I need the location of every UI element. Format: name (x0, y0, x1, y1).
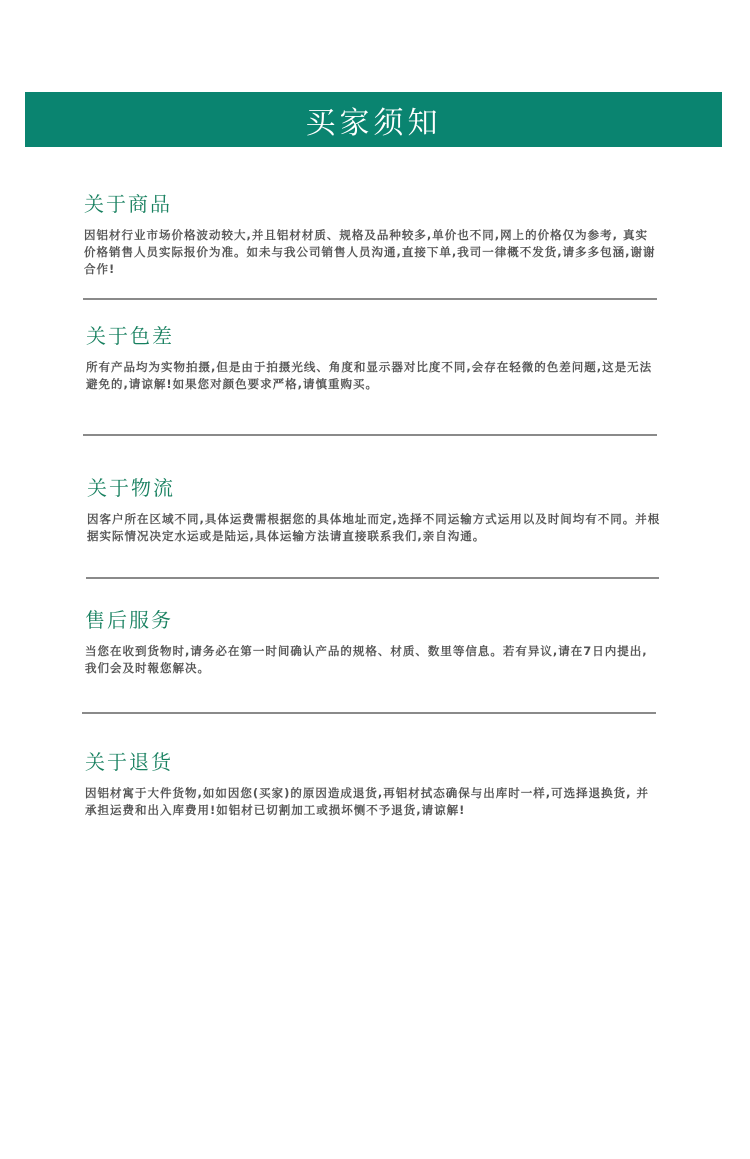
section-body: 因客户所在区域不同,具体运费需根据您的具体地址而定,选择不同运输方式运用以及时间均有不同。并根据实际情况决定水运或是陆运,具体运输方法请直接联系我们,亲自沟通。 (87, 512, 661, 543)
divider (83, 298, 657, 300)
section-body: 因铝材行业市场价格波动较大,并且铝材材质、规格及品种较多,单价也不同,网上的价格仅为参考, 真实价格销售人员实际报价为准。如未与我公司销售人员沟通,直接下单,我司一律概不发货,请多多包涵,谢谢合作! (84, 228, 656, 276)
section-body: 当您在收到货物时,请务必在第一时间确认产品的规格、材质、数里等信息。若有异议,请在7日内提出, 我们会及时報您解决。 (85, 644, 648, 675)
header-banner (25, 92, 722, 147)
divider (86, 577, 659, 579)
section-title: 关于物流 (87, 476, 175, 500)
page-title: 买家须知 (305, 105, 442, 141)
divider (83, 434, 657, 436)
section-title: 关于色差 (86, 324, 174, 348)
section-title: 关于退货 (85, 750, 173, 774)
section-body: 因铝材寓于大件货物,如如因您(买家)的原因造成退货,再铝材拭态确保与出库时一样,可选择退换货, 并承担运费和出入库费用!如铝材已切割加工或损坏恻不予退货,请谅解! (85, 786, 649, 817)
section-title: 关于商品 (84, 192, 172, 216)
section-title: 售后服务 (85, 608, 173, 632)
section-body: 所有产品均为实物拍摄,但是由于拍摄光线、角度和显示器对比度不同,会存在轻微的色差问题,这是无法避免的,请谅解!如果您对颜色要求严格,请慎重购买。 (86, 360, 653, 391)
divider (82, 712, 656, 714)
